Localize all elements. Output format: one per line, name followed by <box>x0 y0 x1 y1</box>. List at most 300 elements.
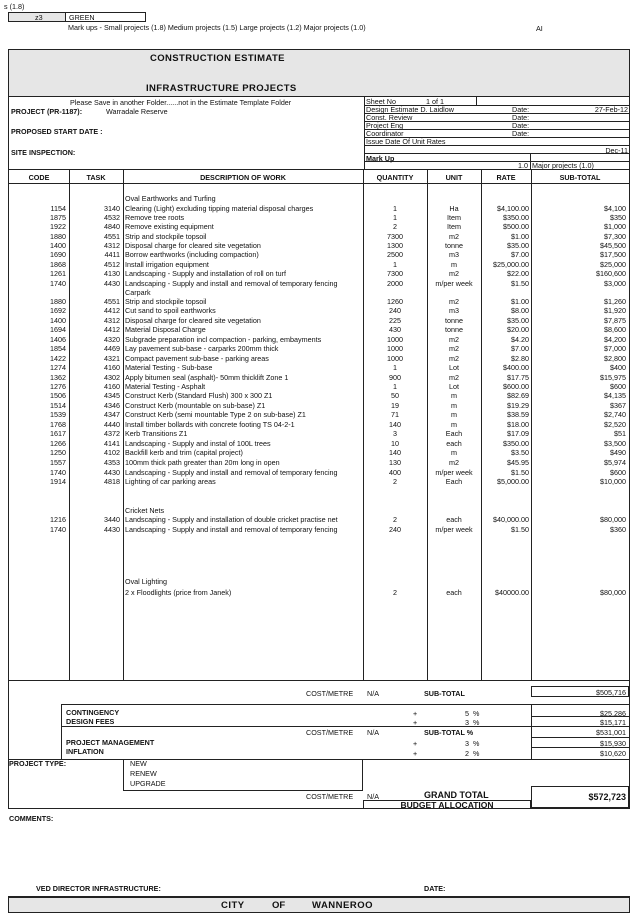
cell-qty: 430 <box>389 325 401 334</box>
cell-sub: $4,200 <box>604 335 626 344</box>
cost-metre-1-na: N/A <box>367 689 379 698</box>
cell-qty: 7300 <box>387 269 403 278</box>
pm-value: $15,930 <box>600 739 626 748</box>
inflation-pct: 2 <box>465 749 469 758</box>
cell-desc: Install irrigation equipment <box>125 260 209 269</box>
cell-sub: $4,100 <box>604 204 626 213</box>
cell-desc: Strip and stockpile topsoil <box>125 232 207 241</box>
design-fees-label: DESIGN FEES <box>66 717 115 726</box>
markup-value: 1.0 <box>518 161 528 170</box>
cell-desc: Carpark <box>125 288 151 297</box>
cell-rate: $7.00 <box>511 250 529 259</box>
cell-code: 1740 <box>50 468 66 477</box>
cell-unit: tonne <box>445 241 463 250</box>
cell-desc: Remove existing equipment <box>125 222 214 231</box>
cell-rate: $1.50 <box>511 468 529 477</box>
cell-qty: 140 <box>389 420 401 429</box>
cell-qty: 1000 <box>387 335 403 344</box>
cell-code: 1216 <box>50 515 66 524</box>
cell-sub: $7,000 <box>604 344 626 353</box>
cell-rate: $2.80 <box>511 354 529 363</box>
cost-metre-3-na: N/A <box>367 792 379 801</box>
cell-desc: Install timber bollards with concrete footing TS 04-2-1 <box>125 420 295 429</box>
col-subtotal: SUB-TOTAL <box>559 173 601 182</box>
type-renew: RENEW <box>130 769 157 778</box>
footer-date-label: DATE: <box>424 884 446 893</box>
cell-sub: $7,300 <box>604 232 626 241</box>
cell-task: 4312 <box>104 316 120 325</box>
cell-rate: $1.00 <box>511 232 529 241</box>
cell-rate: $7.00 <box>511 344 529 353</box>
subtotal-label: SUB-TOTAL <box>424 689 465 698</box>
contingency-value: $25,286 <box>600 709 626 718</box>
cell-rate: $35.00 <box>507 316 529 325</box>
cell-rate: $400.00 <box>503 363 529 372</box>
cell-rate: $17.75 <box>507 373 529 382</box>
cell-code: 1740 <box>50 525 66 534</box>
cell-qty: 1000 <box>387 344 403 353</box>
contingency-label: CONTINGENCY <box>66 708 120 717</box>
cell-code: 1617 <box>50 429 66 438</box>
cell-desc: Material Testing - Asphalt <box>125 382 206 391</box>
cell-task: 4440 <box>104 420 120 429</box>
cell-unit: m <box>451 420 457 429</box>
cell-qty: 1 <box>393 260 397 269</box>
col-description: DESCRIPTION OF WORK <box>200 173 286 182</box>
green-cell <box>66 12 146 22</box>
cell-sub: $1,920 <box>604 306 626 315</box>
cell-task: 4412 <box>104 306 120 315</box>
coord-date-label: Date: <box>512 129 530 138</box>
cell-unit: m2 <box>449 344 459 353</box>
cell-rate: $1.50 <box>511 279 529 288</box>
pm-pct-sign: % <box>473 739 480 748</box>
cell-sub: $51 <box>614 429 626 438</box>
cell-unit: m3 <box>449 250 459 259</box>
cell-code: 1506 <box>50 391 66 400</box>
totals-line <box>61 704 629 705</box>
design-date-label: Date: <box>512 105 530 114</box>
cell-qty: 140 <box>389 448 401 457</box>
title-band <box>9 50 629 96</box>
cell-rate: $5,000.00 <box>497 477 529 486</box>
cell-code: 1406 <box>50 335 66 344</box>
cell-task: 3140 <box>104 204 120 213</box>
cell-unit: m2 <box>449 297 459 306</box>
sheet-divider <box>476 97 477 105</box>
cell-task: 4551 <box>104 232 120 241</box>
cell-unit: Ha <box>449 204 459 213</box>
cost-metre-3: COST/METRE <box>306 792 354 801</box>
cell-qty: 1 <box>393 363 397 372</box>
cell-desc: Backfill kerb and trim (capital project) <box>125 448 243 457</box>
cell-desc: Landscaping - Supply and install and removal of temporary fencing <box>125 279 338 288</box>
cell-rate: $4.20 <box>511 335 529 344</box>
cell-sub: $80,000 <box>600 515 626 524</box>
cell-unit: Each <box>445 429 463 438</box>
cost-metre-1: COST/METRE <box>306 689 354 698</box>
save-note: Please Save in another Folder......not in the Estimate Template Folder <box>70 98 292 107</box>
cell-qty: 7300 <box>387 232 403 241</box>
cell-desc: Subgrade preparation incl compaction - parking, embayments <box>125 335 322 344</box>
cell-unit: m <box>451 410 457 419</box>
cell-rate: $600.00 <box>503 382 529 391</box>
totals-value-line <box>531 747 629 748</box>
cell-desc: Lay pavement sub-base - carparks 200mm thick <box>125 344 279 353</box>
inflation-sign: + <box>413 749 418 758</box>
cell-unit: each <box>446 515 462 524</box>
cell-code: 1692 <box>50 306 66 315</box>
cell-rate: $500.00 <box>503 222 529 231</box>
cell-desc: Landscaping - Supply and installation of double cricket practise net <box>125 515 338 524</box>
cell-desc: Construct Kerb (Standard Flush) 300 x 300 Z1 <box>125 391 273 400</box>
cell-qty: 2 <box>393 477 397 486</box>
cell-desc: Material Disposal Charge <box>125 325 206 334</box>
cell-unit: tonne <box>445 325 463 334</box>
markup-divider <box>530 153 531 169</box>
cell-task: 4430 <box>104 525 120 534</box>
cell-code: 1422 <box>50 354 66 363</box>
totals-top <box>9 680 629 681</box>
cell-sub: $160,600 <box>596 269 626 278</box>
site-inspection-label: SITE INSPECTION: <box>11 148 76 157</box>
cell-desc: Lighting of car parking areas <box>125 477 216 486</box>
cell-qty: 1000 <box>387 354 403 363</box>
cell-sub: $367 <box>610 401 626 410</box>
cell-rate: $40000.00 <box>495 588 529 597</box>
cell-sub: $17,500 <box>600 250 626 259</box>
cell-rate: $82.69 <box>507 391 529 400</box>
cell-sub: $2,520 <box>604 420 626 429</box>
cell-unit: Each <box>445 477 463 486</box>
cell-task: 4320 <box>104 335 120 344</box>
cell-desc: Landscaping - Supply and install and removal of temporary fencing <box>125 468 338 477</box>
project-type-label: PROJECT TYPE: <box>9 759 67 768</box>
cell-task: 4346 <box>104 401 120 410</box>
cell-rate: $350.00 <box>503 213 529 222</box>
cell-task: 4160 <box>104 382 120 391</box>
cell-qty: 1 <box>393 382 397 391</box>
city-word: CITY <box>221 900 245 911</box>
cell-unit: Lot <box>449 363 459 372</box>
cell-task: 4412 <box>104 325 120 334</box>
cell-desc: Compact pavement sub-base - parking areas <box>125 354 269 363</box>
const-date-label: Date: <box>512 113 530 122</box>
col-unit: UNIT <box>445 173 463 182</box>
cell-qty: 400 <box>389 468 401 477</box>
eng-date-label: Date: <box>512 121 530 130</box>
subtotal-pct-label: SUB-TOTAL % <box>424 728 474 737</box>
cell-rate: $20.00 <box>507 325 529 334</box>
design-date-value: 27-Feb-12 <box>594 105 628 114</box>
col-rate: RATE <box>496 173 516 182</box>
cost-metre-2-na: N/A <box>367 728 379 737</box>
cell-desc: Borrow earthworks (including compaction) <box>125 250 259 259</box>
col-code: CODE <box>28 173 50 182</box>
of-word: OF <box>272 900 286 911</box>
cell-rate: $45.95 <box>507 458 529 467</box>
cell-qty: 240 <box>389 306 401 315</box>
cell-unit: m2 <box>449 373 459 382</box>
cell-code: 1740 <box>50 279 66 288</box>
cell-sub: $2,800 <box>604 354 626 363</box>
cell-unit: m/per week <box>435 525 473 534</box>
totals-value-left <box>531 704 532 760</box>
cell-sub: $600 <box>610 468 626 477</box>
cell-desc: Remove tree roots <box>125 213 185 222</box>
type-new: NEW <box>130 759 147 768</box>
cell-unit: tonne <box>445 316 463 325</box>
cell-sub: $3,000 <box>604 279 626 288</box>
cell-task: 4302 <box>104 373 120 382</box>
cell-code: 1768 <box>50 420 66 429</box>
cell-task: 4321 <box>104 354 120 363</box>
cell-unit: m <box>451 401 457 410</box>
inflation-label: INFLATION <box>66 747 104 756</box>
cell-desc: Landscaping - Supply and instal of 100L trees <box>125 439 271 448</box>
cell-rate: $19.29 <box>507 401 529 410</box>
cell-code: 1557 <box>50 458 66 467</box>
cell-task: 4430 <box>104 468 120 477</box>
cell-sub: $400 <box>610 363 626 372</box>
cell-qty: 3 <box>393 429 397 438</box>
cell-rate: $25,000.00 <box>493 260 529 269</box>
cell-task: 4840 <box>104 222 120 231</box>
budget-allocation-label: BUDGET ALLOCATION <box>400 800 494 810</box>
green-label: GREEN <box>69 13 95 22</box>
cell-rate: $22.00 <box>507 269 529 278</box>
cell-desc: Clearing (Light) excluding tipping material disposal charges <box>125 204 314 213</box>
inflation-pct-sign: % <box>473 749 480 758</box>
cell-code: 1266 <box>50 439 66 448</box>
cell-unit: m3 <box>449 306 459 315</box>
cell-task: 4469 <box>104 344 120 353</box>
design-fees-pct: 3 <box>465 718 469 727</box>
cell-qty: 2 <box>393 222 397 231</box>
wanneroo-word: WANNEROO <box>312 900 373 911</box>
cell-desc: Oval Lighting <box>125 577 167 586</box>
header-grid-left <box>364 97 365 169</box>
cell-desc: Landscaping - Supply and installation of roll on turf <box>125 269 287 278</box>
cell-code: 1694 <box>50 325 66 334</box>
design-fees-sign: + <box>413 718 418 727</box>
cell-desc: Cut sand to spoil earthworks <box>125 306 216 315</box>
inflation-value: $10,620 <box>600 749 626 758</box>
project-label: PROJECT (PR-1187): <box>11 107 83 116</box>
cell-code: 1875 <box>50 213 66 222</box>
subtotal-value: $505,716 <box>596 688 626 697</box>
cell-desc: Material Testing - Sub-base <box>125 363 213 372</box>
coordinator: Coordinator <box>366 129 404 138</box>
col-divider <box>123 169 124 680</box>
cell-code: 1854 <box>50 344 66 353</box>
totals-value-line <box>531 737 629 738</box>
z3-cell <box>8 12 66 22</box>
cell-qty: 900 <box>389 373 401 382</box>
project-management-label: PROJECT MANAGEMENT <box>66 738 155 747</box>
cell-unit: each <box>446 439 462 448</box>
cell-qty: 2500 <box>387 250 403 259</box>
cell-unit: m <box>451 260 457 269</box>
cell-rate: $35.00 <box>507 241 529 250</box>
cell-qty: 130 <box>389 458 401 467</box>
cell-qty: 19 <box>391 401 399 410</box>
title-divider <box>9 96 629 97</box>
cell-task: 4353 <box>104 458 120 467</box>
cost-metre-2: COST/METRE <box>306 728 354 737</box>
cell-code: 1154 <box>50 204 66 213</box>
cell-desc: Disposal charge for cleared site vegetation <box>125 241 261 250</box>
cell-rate: $1.50 <box>511 525 529 534</box>
cell-task: 4160 <box>104 363 120 372</box>
col-quantity: QUANTITY <box>376 173 414 182</box>
cell-unit: Item <box>447 222 461 231</box>
grand-total-value: $572,723 <box>588 792 626 802</box>
cell-rate: $350.00 <box>503 439 529 448</box>
cell-task: 4345 <box>104 391 120 400</box>
start-date-label: PROPOSED START DATE : <box>11 127 103 136</box>
design-fees-value: $15,171 <box>600 718 626 727</box>
cell-sub: $1,000 <box>604 222 626 231</box>
cell-task: 4430 <box>104 279 120 288</box>
cell-qty: 2000 <box>387 279 403 288</box>
cell-unit: each <box>446 588 462 597</box>
cell-qty: 71 <box>391 410 399 419</box>
issue-date-label: Issue Date Of Unit Rates <box>366 137 446 146</box>
cell-sub: $360 <box>610 525 626 534</box>
sheet-value: 1 of 1 <box>426 97 444 106</box>
cell-code: 1922 <box>50 222 66 231</box>
project-eng: Project Eng <box>366 121 404 130</box>
cell-desc: Strip and stockpile topsoil <box>125 297 207 306</box>
cell-code: 1880 <box>50 297 66 306</box>
title-infrastructure-projects: INFRASTRUCTURE PROJECTS <box>146 83 297 94</box>
cell-unit: Item <box>447 213 461 222</box>
cell-unit: m2 <box>449 335 459 344</box>
design-estimate: Design Estimate D. Laidlow <box>366 105 454 114</box>
cell-sub: $10,000 <box>600 477 626 486</box>
director-label: VED DIRECTOR INFRASTRUCTURE: <box>36 884 161 893</box>
col-task: TASK <box>86 173 106 182</box>
cell-rate: $3.50 <box>511 448 529 457</box>
cell-task: 4372 <box>104 429 120 438</box>
cell-qty: 1 <box>393 213 397 222</box>
cell-rate: $17.09 <box>507 429 529 438</box>
cell-code: 1250 <box>50 448 66 457</box>
cell-code: 1868 <box>50 260 66 269</box>
markups-text: Mark ups - Small projects (1.8) Medium projects (1.5) Large projects (1.2) Major projects (1.0) <box>68 23 366 32</box>
totals-line <box>61 726 629 727</box>
cell-task: 4347 <box>104 410 120 419</box>
cell-desc: Construct Kerb (semi mountable Type 2 on sub-base) Z1 <box>125 410 306 419</box>
cell-code: 1400 <box>50 316 66 325</box>
cell-sub: $25,000 <box>600 260 626 269</box>
cell-code: 1539 <box>50 410 66 419</box>
cell-desc: Landscaping - Supply and install and removal of temporary fencing <box>125 525 338 534</box>
cell-unit: m/per week <box>435 468 473 477</box>
cell-task: 4411 <box>104 250 120 259</box>
z3-label: z3 <box>35 13 43 22</box>
cell-qty: 240 <box>389 525 401 534</box>
cell-desc: Construct Kerb (mountable on sub-base) Z1 <box>125 401 266 410</box>
cell-task: 4551 <box>104 297 120 306</box>
cell-task: 4512 <box>104 260 120 269</box>
markup-desc: Major projects (1.0) <box>532 161 594 170</box>
cell-qty: 2 <box>393 588 397 597</box>
design-fees-pct-sign: % <box>473 718 480 727</box>
cell-desc: 2 x Floodlights (price from Janek) <box>125 588 232 597</box>
contingency-sign: + <box>413 709 418 718</box>
cell-task: 4312 <box>104 241 120 250</box>
s-factor: s (1.8) <box>4 2 25 11</box>
cell-sub: $4,135 <box>604 391 626 400</box>
ai-label: AI <box>536 24 543 33</box>
pm-sign: + <box>413 739 418 748</box>
subtotal-pct-value: $531,001 <box>596 728 626 737</box>
cell-code: 1880 <box>50 232 66 241</box>
contingency-pct-sign: % <box>473 709 480 718</box>
cell-task: 4130 <box>104 269 120 278</box>
cell-unit: m2 <box>449 269 459 278</box>
cell-qty: 1260 <box>387 297 403 306</box>
title-construction-estimate: CONSTRUCTION ESTIMATE <box>150 53 285 64</box>
cell-desc: 100mm thick path greater than 20m long in open <box>125 458 280 467</box>
cell-sub: $7,875 <box>604 316 626 325</box>
cell-sub: $5,974 <box>604 458 626 467</box>
cell-sub: $2,740 <box>604 410 626 419</box>
issue-date-value: Dec-11 <box>605 146 628 155</box>
cell-code: 1362 <box>50 373 66 382</box>
cell-rate: $40,000.00 <box>493 515 529 524</box>
project-value: Warradale Reserve <box>106 107 168 116</box>
totals-value-line <box>531 716 629 717</box>
cell-task: 4141 <box>104 439 120 448</box>
cell-sub: $350 <box>610 213 626 222</box>
cell-code: 1276 <box>50 382 66 391</box>
cell-unit: m <box>451 448 457 457</box>
cell-sub: $1,260 <box>604 297 626 306</box>
cell-unit: Lot <box>449 382 459 391</box>
cell-unit: m2 <box>449 232 459 241</box>
markup-label: Mark Up <box>366 154 395 163</box>
cell-rate: $8.00 <box>511 306 529 315</box>
cell-code: 1914 <box>50 477 66 486</box>
cell-desc: Cricket Nets <box>125 506 165 515</box>
cell-qty: 50 <box>391 391 399 400</box>
cell-sub: $3,500 <box>604 439 626 448</box>
cell-desc: Disposal charge for cleared site vegetation <box>125 316 261 325</box>
cell-unit: m <box>451 391 457 400</box>
cell-qty: 1300 <box>387 241 403 250</box>
cell-sub: $600 <box>610 382 626 391</box>
pm-pct: 3 <box>465 739 469 748</box>
cell-task: 4532 <box>104 213 120 222</box>
cell-sub: $8,600 <box>604 325 626 334</box>
cell-task: 3440 <box>104 515 120 524</box>
cell-task: 4818 <box>104 477 120 486</box>
cell-rate: $38.59 <box>507 410 529 419</box>
cell-unit: m2 <box>449 458 459 467</box>
cell-sub: $80,000 <box>600 588 626 597</box>
cell-rate: $4,100.00 <box>497 204 529 213</box>
totals-left-edge <box>61 704 62 760</box>
sheet-label: Sheet No <box>366 97 396 106</box>
cell-qty: 1 <box>393 204 397 213</box>
cell-desc: Kerb Transitions Z1 <box>125 429 188 438</box>
cell-desc: Oval Earthworks and Turfing <box>125 194 216 203</box>
cell-sub: $15,975 <box>600 373 626 382</box>
cell-rate: $18.00 <box>507 420 529 429</box>
